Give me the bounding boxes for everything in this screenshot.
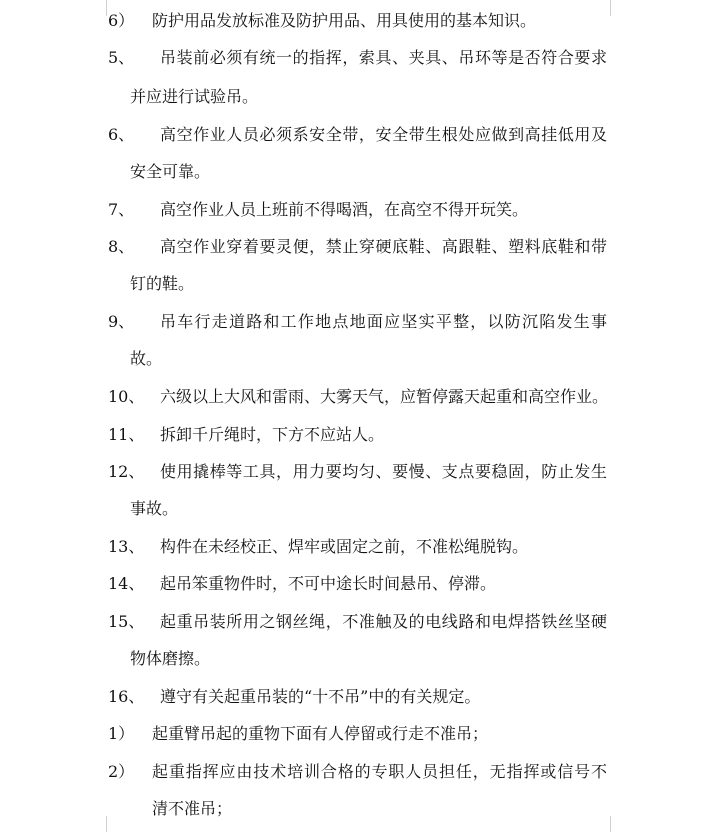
item-text: 起重指挥应由技术培训合格的专职人员担任，无指挥或信号不 xyxy=(152,762,607,781)
item-text: 吊装前必须有统一的指挥，索具、夹具、吊环等是否符合要求 xyxy=(160,48,607,67)
item-text-continued: 物体磨擦。 xyxy=(130,649,211,668)
item-text: 防护用品发放标准及防护用品、用具使用的基本知识。 xyxy=(152,11,537,30)
item-number: 14、 xyxy=(108,574,145,593)
item-text: 吊车行走道路和工作地点地面应坚实平整，以防沉陷发生事 xyxy=(160,312,607,331)
item-number: 12、 xyxy=(108,462,145,481)
item-text-continued: 故。 xyxy=(130,349,163,368)
crop-mark-top-left xyxy=(90,0,107,16)
item-text-continued: 清不准吊； xyxy=(152,799,233,818)
item-text: 高空作业人员必须系安全带，安全带生根处应做到高挂低用及 xyxy=(160,125,607,144)
item-text: 起重吊装所用之钢丝绳，不准触及的电线路和电焊搭铁丝坚硬 xyxy=(160,612,607,631)
item-text: 起吊笨重物件时，不可中途长时间悬吊、停滞。 xyxy=(160,574,497,593)
item-text-continued: 安全可靠。 xyxy=(130,162,211,181)
item-number: 7、 xyxy=(108,200,135,219)
item-number: 11、 xyxy=(108,425,145,444)
item-number: 9、 xyxy=(108,312,135,331)
crop-mark-bottom-right xyxy=(610,816,627,832)
crop-mark-bottom-left xyxy=(90,816,107,832)
crop-mark-top-right xyxy=(610,0,627,16)
item-text: 高空作业人员上班前不得喝酒，在高空不得开玩笑。 xyxy=(160,200,529,219)
item-number: 15、 xyxy=(108,612,145,631)
item-number: 10、 xyxy=(108,387,145,406)
item-text: 遵守有关起重吊装的“十不吊”中的有关规定。 xyxy=(160,687,481,706)
item-number: 2） xyxy=(108,762,135,781)
item-number: 13、 xyxy=(108,537,145,556)
item-text: 起重臂吊起的重物下面有人停留或行走不准吊； xyxy=(152,724,489,743)
item-number: 16、 xyxy=(108,687,145,706)
item-text: 六级以上大风和雷雨、大雾天气，应暂停露天起重和高空作业。 xyxy=(160,387,609,406)
item-number: 5、 xyxy=(108,48,135,67)
item-text: 构件在未经校正、焊牢或固定之前，不准松绳脱钩。 xyxy=(160,537,529,556)
item-number: 6） xyxy=(108,11,135,30)
item-text: 高空作业穿着要灵便，禁止穿硬底鞋、高跟鞋、塑料底鞋和带 xyxy=(160,237,607,256)
item-number: 1） xyxy=(108,724,135,743)
item-text-continued: 钉的鞋。 xyxy=(130,274,195,293)
item-number: 6、 xyxy=(108,125,135,144)
item-number: 8、 xyxy=(108,237,135,256)
item-text: 使用撬棒等工具，用力要均匀、要慢、支点要稳固，防止发生 xyxy=(160,462,607,481)
item-text: 拆卸千斤绳时，下方不应站人。 xyxy=(160,425,385,444)
item-text-continued: 事故。 xyxy=(130,499,179,518)
item-text-continued: 并应进行试验吊。 xyxy=(130,87,259,106)
